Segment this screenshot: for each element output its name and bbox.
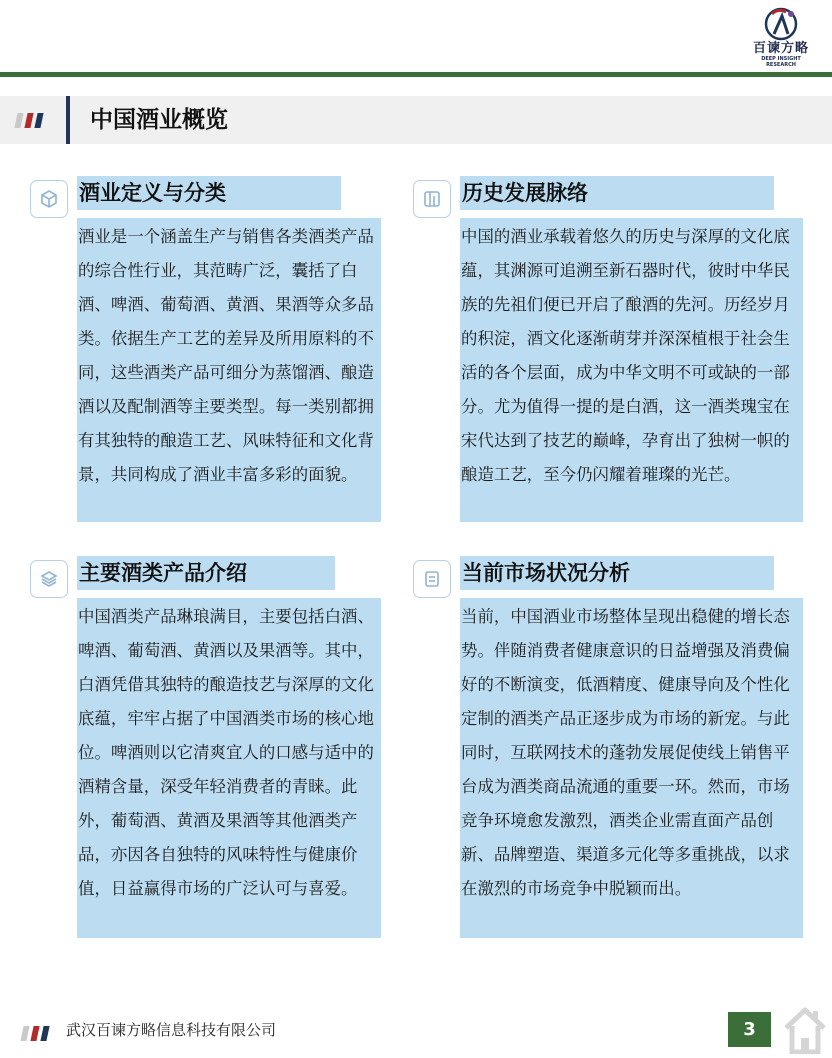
title-band	[0, 96, 832, 144]
section-title: 主要酒类产品介绍	[77, 556, 335, 590]
home-icon[interactable]	[782, 1002, 828, 1058]
header-rule	[0, 72, 832, 77]
book-icon	[413, 180, 451, 218]
section-body: 中国的酒业承载着悠久的历史与深厚的文化底蕴，其渊源可追溯至新石器时代，彼时中华民族的先祖们便已开启了酿酒的先河。历经岁月的积淀，酒文化逐渐萌芽并深深植根于社会生活的各个层面，成为中华文明不可或缺的一部分。尤为值得一提的是白酒，这一酒类瑰宝在宋代达到了技艺的巅峰，孕育出了独树一帜的酿造工艺，至今仍闪耀着璀璨的光芒。	[460, 218, 803, 522]
footer-stripes-decoration	[22, 1026, 52, 1041]
title-accent-bar	[66, 96, 70, 144]
layers-icon	[30, 560, 68, 598]
section-title: 酒业定义与分类	[77, 176, 341, 210]
section-body: 酒业是一个涵盖生产与销售各类酒类产品的综合性行业，其范畴广泛，囊括了白酒、啤酒、葡萄酒、黄酒、果酒等众多品类。依据生产工艺的差异及所用原料的不同，这些酒类产品可细分为蒸馏酒、酿造酒以及配制酒等主要类型。每一类别都拥有其独特的酿造工艺、风味特征和文化背景，共同构成了酒业丰富多彩的面貌。	[77, 218, 381, 522]
brand-tagline: DEEP INSIGHT RESEARCH	[761, 56, 801, 68]
section-title: 当前市场状况分析	[460, 556, 774, 590]
page-number: 3	[728, 1012, 771, 1047]
title-stripes-decoration	[16, 113, 46, 128]
logo-mark-icon	[758, 4, 804, 44]
cube-icon	[30, 180, 68, 218]
document-icon	[413, 560, 451, 598]
section-title: 历史发展脉络	[460, 176, 774, 210]
company-name: 武汉百谏方略信息科技有限公司	[66, 1021, 277, 1039]
brand-logo	[746, 4, 816, 68]
page-title: 中国酒业概览	[90, 107, 228, 133]
section-body: 中国酒类产品琳琅满目，主要包括白酒、啤酒、葡萄酒、黄酒以及果酒等。其中，白酒凭借其独特的酿造技艺与深厚的文化底蕴，牢牢占据了中国酒类市场的核心地位。啤酒则以它清爽宜人的口感与适中的酒精含量，深受年轻消费者的青睐。此外，葡萄酒、黄酒及果酒等其他酒类产品，亦因各自独特的风味特性与健康价值，日益赢得市场的广泛认可与喜爱。	[77, 598, 381, 938]
section-body: 当前，中国酒业市场整体呈现出稳健的增长态势。伴随消费者健康意识的日益增强及消费偏好的不断演变，低酒精度、健康导向及个性化定制的酒类产品正逐步成为市场的新宠。与此同时，互联网技术的蓬勃发展促使线上销售平台成为酒类商品流通的重要一环。然而，市场竞争环境愈发激烈，酒类企业需直面产品创新、品牌塑造、渠道多元化等多重挑战，以求在激烈的市场竞争中脱颖而出。	[460, 598, 803, 938]
brand-name: 百谏方略	[752, 41, 809, 56]
